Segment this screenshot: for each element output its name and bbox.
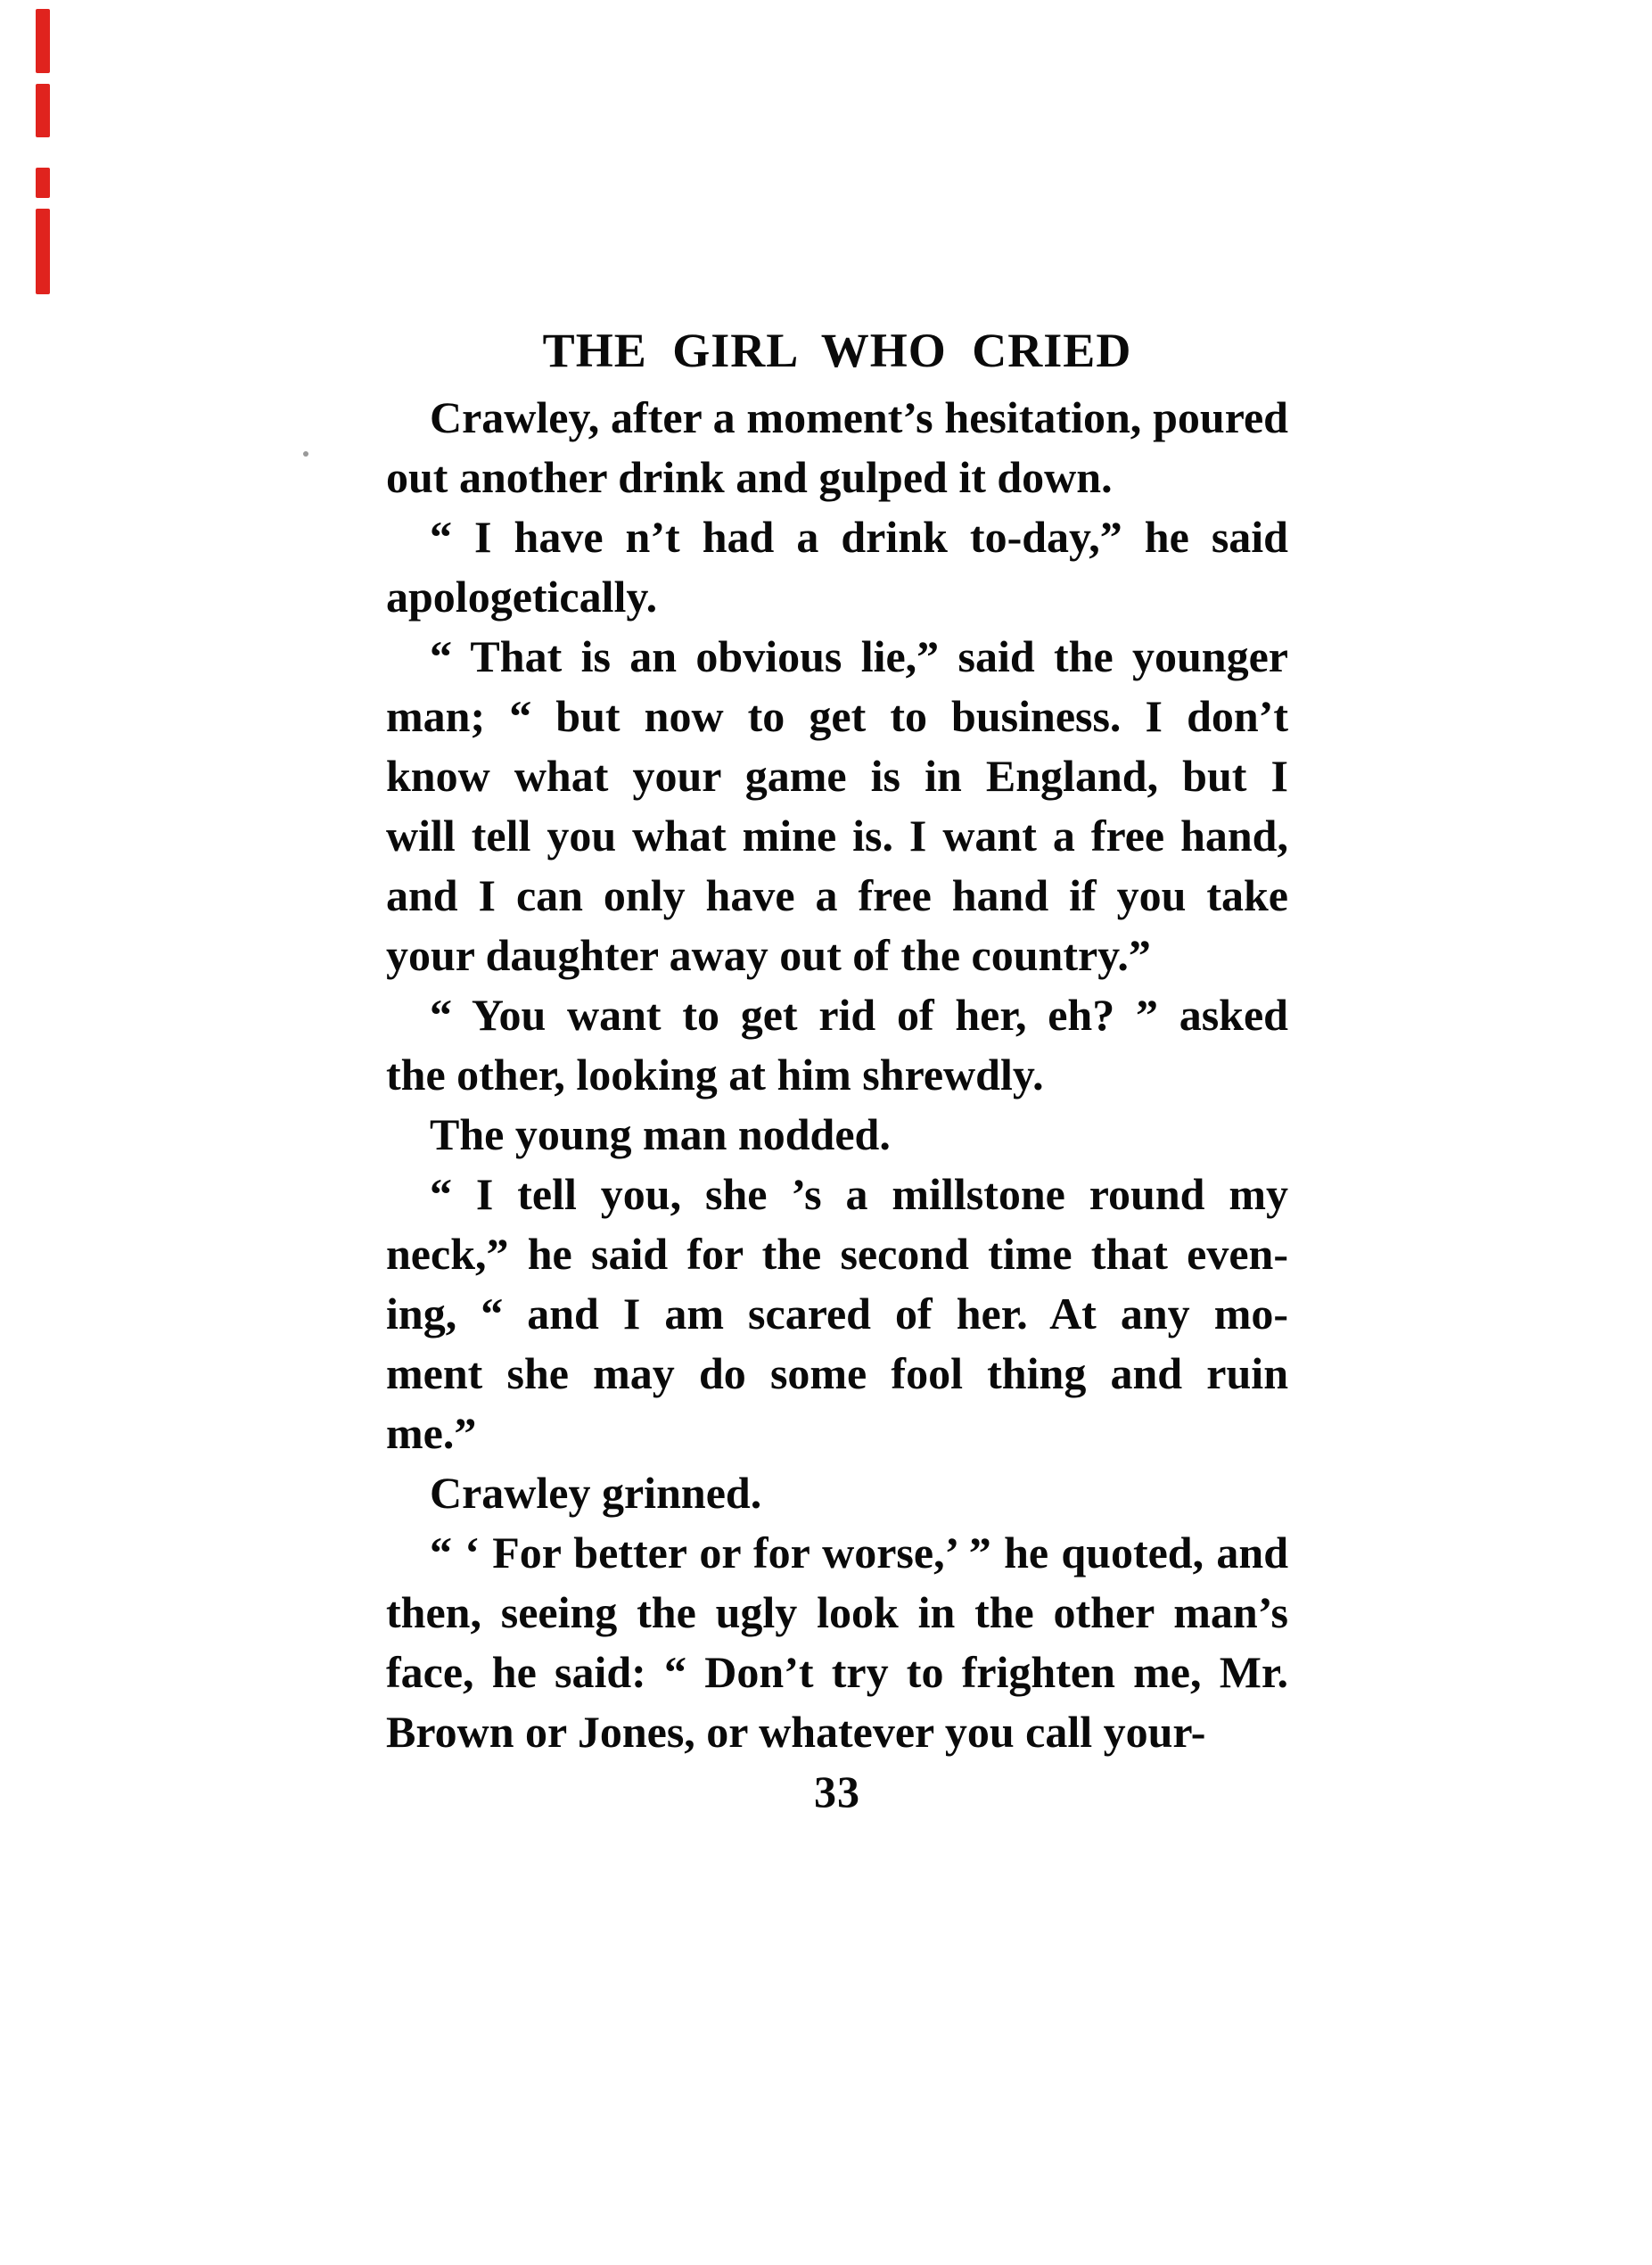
text-line: your daughter away out of the country.” — [386, 930, 1151, 980]
page-number: 33 — [814, 1767, 860, 1816]
text-line: man; “ but now to get to business. I don’t — [386, 691, 1288, 741]
red-scan-mark — [36, 168, 50, 198]
red-scan-mark — [36, 84, 50, 137]
text-line: will tell you what mine is. I want a free hand, — [386, 811, 1288, 861]
text-line: the other, looking at him shrewdly. — [386, 1050, 1044, 1100]
red-scan-mark — [36, 9, 50, 73]
red-scan-mark — [36, 209, 50, 294]
text-line: “ You want to get rid of her, eh? ” asked — [430, 990, 1288, 1040]
text-line: apologetically. — [386, 572, 658, 622]
text-line: Crawley, after a moment’s hesitation, poured — [430, 392, 1288, 442]
text-line: ment she may do some fool thing and ruin — [386, 1348, 1288, 1398]
text-line: The young man nodded. — [430, 1109, 891, 1159]
text-line: “ ‘ For better or for worse,’ ” he quoted, and — [430, 1528, 1288, 1577]
text-line: and I can only have a free hand if you take — [386, 870, 1288, 920]
page-text — [386, 388, 1288, 1762]
text-line: know what your game is in England, but I — [386, 751, 1288, 801]
text-line: “ I have n’t had a drink to-day,” he said — [430, 512, 1288, 562]
text-line: face, he said: “ Don’t try to frighten me, Mr. — [386, 1647, 1288, 1697]
text-line: out another drink and gulped it down. — [386, 452, 1113, 502]
page-title: THE GIRL WHO CRIED — [542, 324, 1132, 377]
text-line: ing, “ and I am scared of her. At any mo- — [386, 1289, 1288, 1338]
scan-speck — [303, 451, 308, 457]
text-line: “ I tell you, she ’s a millstone round my — [430, 1169, 1288, 1219]
text-line: Brown or Jones, or whatever you call your- — [386, 1707, 1206, 1757]
text-line: me.” — [386, 1408, 477, 1458]
text-line: neck,” he said for the second time that even- — [386, 1229, 1288, 1279]
text-block — [386, 321, 1288, 1822]
text-line: “ That is an obvious lie,” said the younger — [430, 631, 1288, 681]
text-line: Crawley grinned. — [430, 1468, 762, 1518]
text-line: then, seeing the ugly look in the other man’s — [386, 1587, 1288, 1637]
